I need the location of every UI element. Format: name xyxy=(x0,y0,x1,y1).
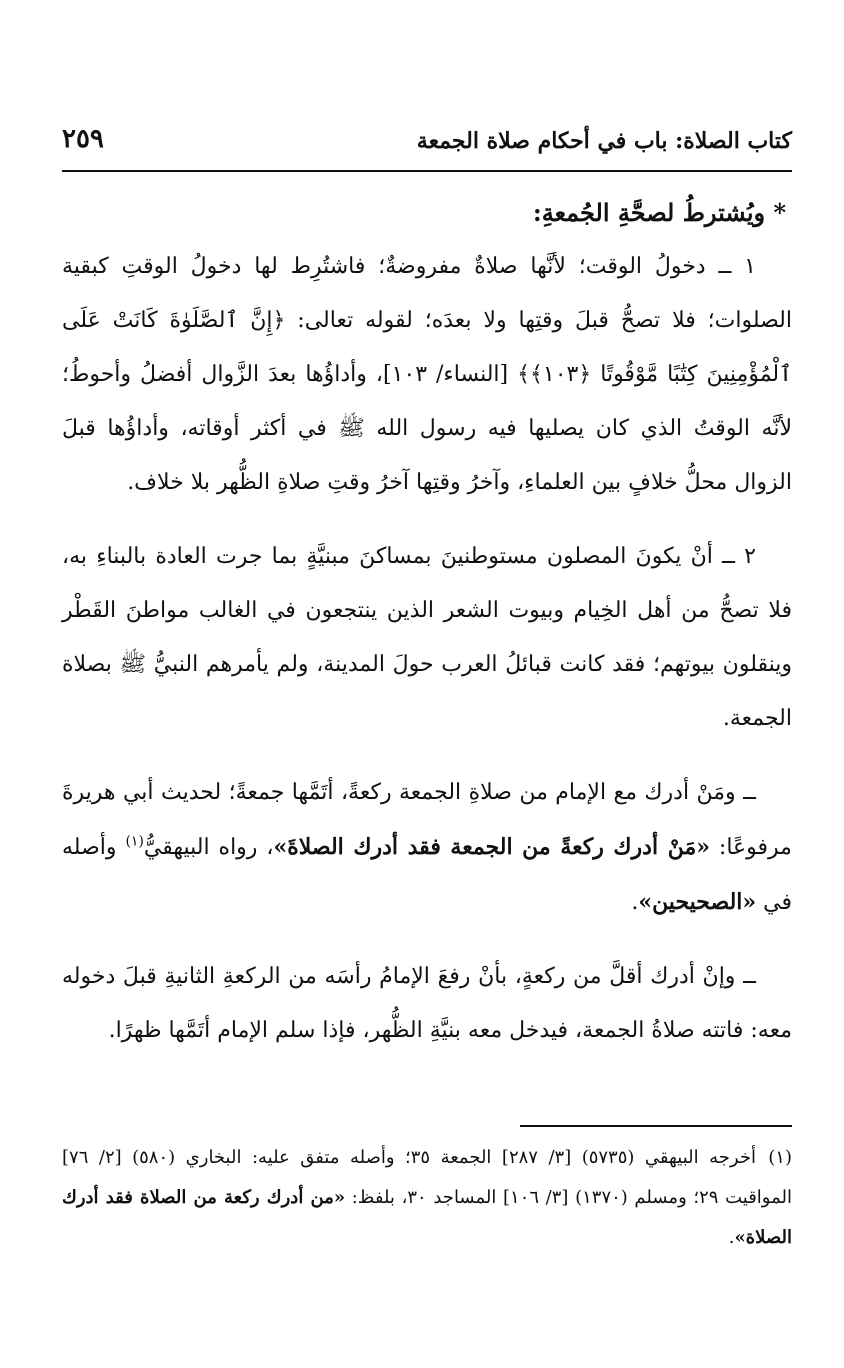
paragraph-condition-residence: ٢ ــ أنْ يكونَ المصلون مستوطنينَ بمساكنَ مبنيَّةٍ بما جرت العادة بالبناءِ به، فلا تصحُّ من أهل الخِيام وبيوت الشعر الذين ينتجعون في الغالب مواطنَ القَطْر وينقلون بيوتهم؛ فقد كانت قبائلُ العرب حولَ المدينة، ولم يأمرهم النبيُّ ﷺ بصلاة الجمعة. xyxy=(62,544,792,731)
sahihain-reference: «الصحيحين» xyxy=(638,889,757,915)
section-heading: * ويُشترطُ لصحَّةِ الجُمعةِ: xyxy=(532,198,786,227)
footnote xyxy=(62,1138,792,1258)
page-number: ٢٥٩ xyxy=(62,124,104,154)
footnote-end: . xyxy=(728,1227,735,1248)
running-header xyxy=(62,118,792,162)
rakah-rule-text: ــ ومَنْ أدرك مع الإمام من صلاةِ الجمعة ركعةً، أتَمَّها جمعةً؛ لحديث أبي هريرةَ مرفوعًا: xyxy=(62,780,792,860)
footnote-text: أخرجه البيهقي (٥٧٣٥) [٣/ ٢٨٧] الجمعة ٣٥؛ وأصله متفق عليه: البخاري (٥٨٠) [٢/ ٧٦] المواقيت ٢٩؛ ومسلم (١٣٧٠) [٣/ ١٠٦] المساجد ٣٠، بلفظ: xyxy=(62,1147,792,1208)
chapter-title: كتاب الصلاة: باب في أحكام صلاة الجمعة xyxy=(416,128,792,154)
paragraph-rakah-rule xyxy=(62,766,792,930)
hadith-quote: «مَنْ أدرك ركعةً من الجمعة فقد أدرك الصلاةَ» xyxy=(273,834,710,860)
paragraph-less-than-rakah: ــ وإنْ أدرك أقلَّ من ركعةٍ، بأنْ رفعَ الإمامُ رأسَه من الركعةِ الثانيةِ قبلَ دخوله معه: فاتته صلاةُ الجمعة، فيدخل معه بنيَّةِ الظُّهر، فإذا سلم الإمام أتَمَّها ظهرًا. xyxy=(62,964,792,1043)
paragraph-condition-time: ١ ــ دخولُ الوقت؛ لأنَّها صلاةٌ مفروضةٌ؛ فاشتُرِط لها دخولُ الوقتِ كبقية الصلوات؛ فلا تصحُّ قبلَ وقتِها ولا بعدَه؛ لقوله تعالى: ﴿إِنَّ ٱلصَّلَوٰةَ كَانَتْ عَلَى ٱلْمُؤْمِنِينَ كِتَٰبًا مَّوْقُوتًا ﴿١٠٣﴾﴾ [النساء/ ١٠٣]، وأداؤُها بعدَ الزَّوال أفضلُ وأحوطُ؛ لأنَّه الوقتُ الذي كان يصليها فيه رسول الله ﷺ في أكثر أوقاته، وأداؤُها قبلَ الزوال محلُّ خلافٍ بين العلماءِ، وآخرُ وقتِها آخرُ وقتِ صلاةِ الظُّهر بلا خلاف. xyxy=(62,254,793,495)
footnote-reference[interactable]: (١) xyxy=(125,833,144,850)
footnote-number: (١) xyxy=(768,1147,792,1168)
sentence-end: . xyxy=(631,890,639,915)
narration-source: ، رواه البيهقيُّ xyxy=(143,835,274,860)
origin-note: وأصله في xyxy=(62,835,792,915)
main-text xyxy=(62,186,792,1058)
header-divider xyxy=(62,170,792,172)
footnote-divider xyxy=(520,1125,792,1127)
footnote-entry xyxy=(62,1138,792,1258)
footnote-quote: «من أدرك ركعة من الصلاة فقد أدرك الصلاة» xyxy=(62,1187,792,1248)
